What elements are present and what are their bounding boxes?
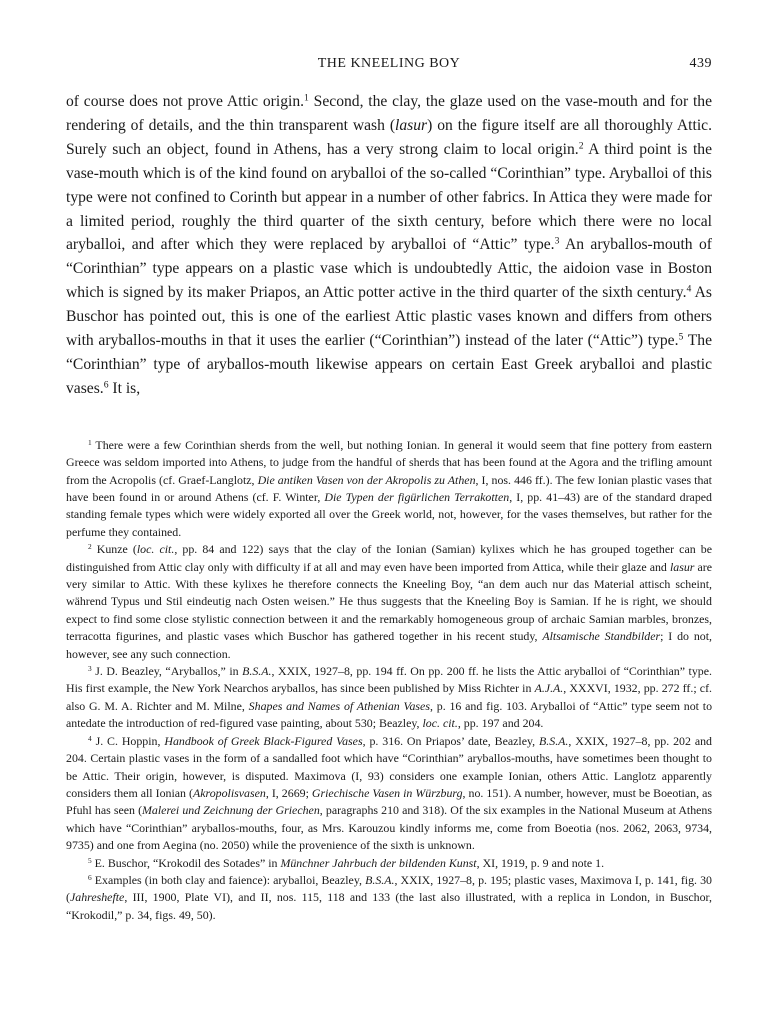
running-title: THE KNEELING BOY	[317, 56, 461, 71]
footnote-title: B.S.A.	[539, 733, 569, 748]
body-text-run: It is,	[108, 379, 141, 397]
footnote-1	[66, 437, 712, 541]
footnote-text: , p. 16 and fig. 103. Aryballoi of “Attic” type seem not to antedate the introduction of red-figured vase painting, about 530; Beazley,	[66, 698, 713, 731]
footnote-title: Malerei und Zeichnung der Griechen	[142, 803, 320, 818]
footnote-2	[66, 541, 712, 663]
footnote-text: , pp. 84 and 122) says that the clay of the Ionian (Samian) kylixes which he has grouped together can be distinguished from Attic clay only with difficulty if at all and may even have been imported from Attica, while their glaze and	[66, 542, 712, 574]
body-text	[66, 90, 712, 401]
footnote-title: B.S.A.	[242, 664, 272, 679]
footnote-title: Shapes and Names of Athenian Vases	[248, 698, 430, 713]
footnote-text: , pp. 197 and 204.	[457, 716, 544, 731]
footnote-title: loc. cit.	[136, 542, 175, 557]
footnote-text: E. Buschor, “Krokodil des Sotades” in	[91, 855, 281, 870]
footnote-ref-2[interactable]: 2	[578, 140, 584, 152]
page-number: 439	[689, 56, 712, 71]
footnote-text: , XXIX, 1927–8, pp. 202 and 204. Certain plastic vases in the form of a sandalled foot which have “Corinthian” aryballos-mouths, have sometimes been thought to be Attic. Their origin, however, is disputed. Maximova (I, 93) considers one example Ionian, others Attic. Langlotz apparently considers them all Ionian (	[66, 733, 712, 800]
footnote-number: 5	[88, 855, 92, 865]
footnote-title: Die antiken Vasen von der Akropolis zu Athen	[257, 472, 476, 487]
footnote-ref-3[interactable]: 3	[554, 236, 560, 248]
footnote-text: , XXXVI, 1932, pp. 272 ff.; cf. also G. M. A. Richter and M. Milne,	[66, 681, 713, 713]
footnote-5	[66, 855, 712, 872]
footnote-text: , paragraphs 210 and 318). Of the six examples in the National Museum at Athens which have “Corinthian” aryballos-mouths, four, as Mrs. Karouzou kindly informs me, come from Boeotia (nos. 2062, 2063, 9734, 9735) and one from Aegina (no. 2050) while the provenience of the sixth is unknown.	[66, 803, 713, 853]
footnote-text: ; I do not, however, see any such connection.	[66, 629, 712, 661]
footnote-number: 4	[88, 733, 92, 743]
body-text-run: The “Corinthian” type of aryballos-mouth likewise appears on certain East Greek aryballoi and plastic vases.	[66, 332, 712, 397]
footnote-title: Münchner Jahrbuch der bildenden Kunst	[280, 855, 477, 870]
footnote-title: A.J.A.	[534, 681, 564, 696]
footnote-text: , p. 316. On Priapos’ date, Beazley,	[362, 733, 540, 748]
page	[66, 56, 712, 924]
footnote-title: B.S.A.	[365, 872, 395, 887]
footnote-title: Altsamische Standbilder	[542, 629, 661, 644]
footnote-number: 6	[88, 872, 92, 882]
footnote-text: J. C. Hoppin,	[91, 733, 165, 748]
footnote-text: are very similar to Attic. With these kylixes he therefore connects the Kneeling Boy, “an dem auch nur das Material attisch scheint, während Typus und Stil eindeutig nach Osten weisen.” He thus suggests that the Kneeling Boy is Samian. If he is right, we should expect to find some close stylistic connection between it and the remarkably homogeneous group of archaic Samian marbles, bronzes, terracotta figurines, and plastic vases which Buschor has gathered together in his recent study,	[66, 559, 712, 644]
footnote-title: loc. cit.	[422, 716, 458, 731]
footnote-3	[66, 663, 712, 733]
body-italic-term: lasur	[395, 116, 428, 134]
footnote-text: , I, nos. 446 ff.). The few Ionian plastic vases that have been found in or around Athens (cf. F. Winter,	[66, 472, 712, 504]
body-text-run: ) on the figure itself are all thoroughly Attic. Surely such an object, found in Athens, has a very strong claim to local origin.	[66, 116, 713, 158]
body-text-run: An aryballos-mouth of “Corinthian” type appears on a plastic vase which is undoubtedly Attic, the aidoion vase in Boston which is signed by its maker Priapos, an Attic potter active in the third quarter of the sixth century.	[66, 236, 712, 302]
footnote-text: Kunze (	[91, 542, 137, 557]
footnote-6	[66, 872, 712, 924]
footnote-title: Handbook of Greek Black-Figured Vases	[164, 733, 363, 748]
footnote-text: , I, 2669;	[265, 785, 312, 800]
footnote-number: 2	[88, 542, 92, 552]
footnote-title: Griechische Vasen in Würzburg	[311, 785, 463, 800]
footnote-ref-6[interactable]: 6	[103, 379, 109, 391]
footnote-ref-4[interactable]: 4	[686, 283, 692, 295]
body-paragraph	[66, 90, 712, 401]
footnote-text: J. D. Beazley, “Aryballos,” in	[91, 664, 243, 679]
footnote-text: Examples (in both clay and faience): aryballoi, Beazley,	[91, 872, 366, 887]
footnote-4	[66, 733, 712, 855]
footnote-title: lasur	[669, 559, 695, 574]
running-head	[66, 56, 712, 78]
footnote-text: , III, 1900, Plate VI), and II, nos. 115, 118 and 133 (the last also illustrated, with a replica in London, in Buschor, “Krokodil,” p. 34, figs. 49, 50).	[66, 890, 712, 922]
footnote-title: Akropolisvasen	[192, 785, 266, 800]
footnote-text: , I, pp. 41–43) are of the standard draped standing female types which were widely exported all over the Greek world, not, however, for the vases themselves, but rather for the perfume they contained.	[66, 490, 712, 539]
body-text-run: A third point is the vase-mouth which is of the kind found on aryballoi of the so-called “Corinthian” type. Aryballoi of this type were not confined to Corinth but appear in a number of other fabrics. In Attica they were made for a limited period, roughly the third quarter of the sixth century, before which there were no local aryballoi, and after which they were replaced by aryballoi of “Attic” type.	[66, 140, 712, 254]
footnote-text: There were a few Corinthian sherds from the well, but nothing Ionian. In general it would seem that fine pottery from eastern Greece was seldom imported into Athens, to judge from the handful of sherds that has been found at the Agora and the trifling amount from the Acropolis (cf. Graef-Langlotz,	[66, 437, 712, 487]
footnotes	[66, 437, 712, 924]
footnote-number: 1	[88, 437, 92, 447]
footnote-number: 3	[88, 664, 92, 674]
footnote-text: , no. 151). A number, however, must be Boeotian, as Pfuhl has seen (	[66, 785, 712, 818]
footnote-title: Jahreshefte	[69, 890, 125, 905]
body-text-run: Second, the clay, the glaze used on the vase-mouth and for the rendering of details, and the thin transparent wash (	[66, 93, 712, 134]
footnote-text: , XXIX, 1927–8, p. 195; plastic vases, Maximova I, p. 141, fig. 30 (	[66, 872, 712, 905]
body-text-run: of course does not prove Attic origin.	[66, 93, 305, 110]
footnote-text: , XI, 1919, p. 9 and note 1.	[476, 855, 605, 870]
body-text-run: As Buschor has pointed out, this is one of the earliest Attic plastic vases known and differs from others with aryballos-mouths in that it uses the earlier (“Corinthian”) instead of the later (“Attic”) type.	[66, 284, 712, 350]
footnote-ref-1[interactable]: 1	[304, 92, 309, 104]
footnote-text: , XXIX, 1927–8, pp. 194 ff. On pp. 200 ff. he lists the Attic aryballoi of “Corinthian” type. His first example, the New York Nearchos aryballos, has since been published by Miss Richter in	[66, 664, 712, 696]
footnote-ref-5[interactable]: 5	[678, 331, 684, 343]
footnote-title: Die Typen der figürlichen Terrakotten	[324, 490, 510, 504]
